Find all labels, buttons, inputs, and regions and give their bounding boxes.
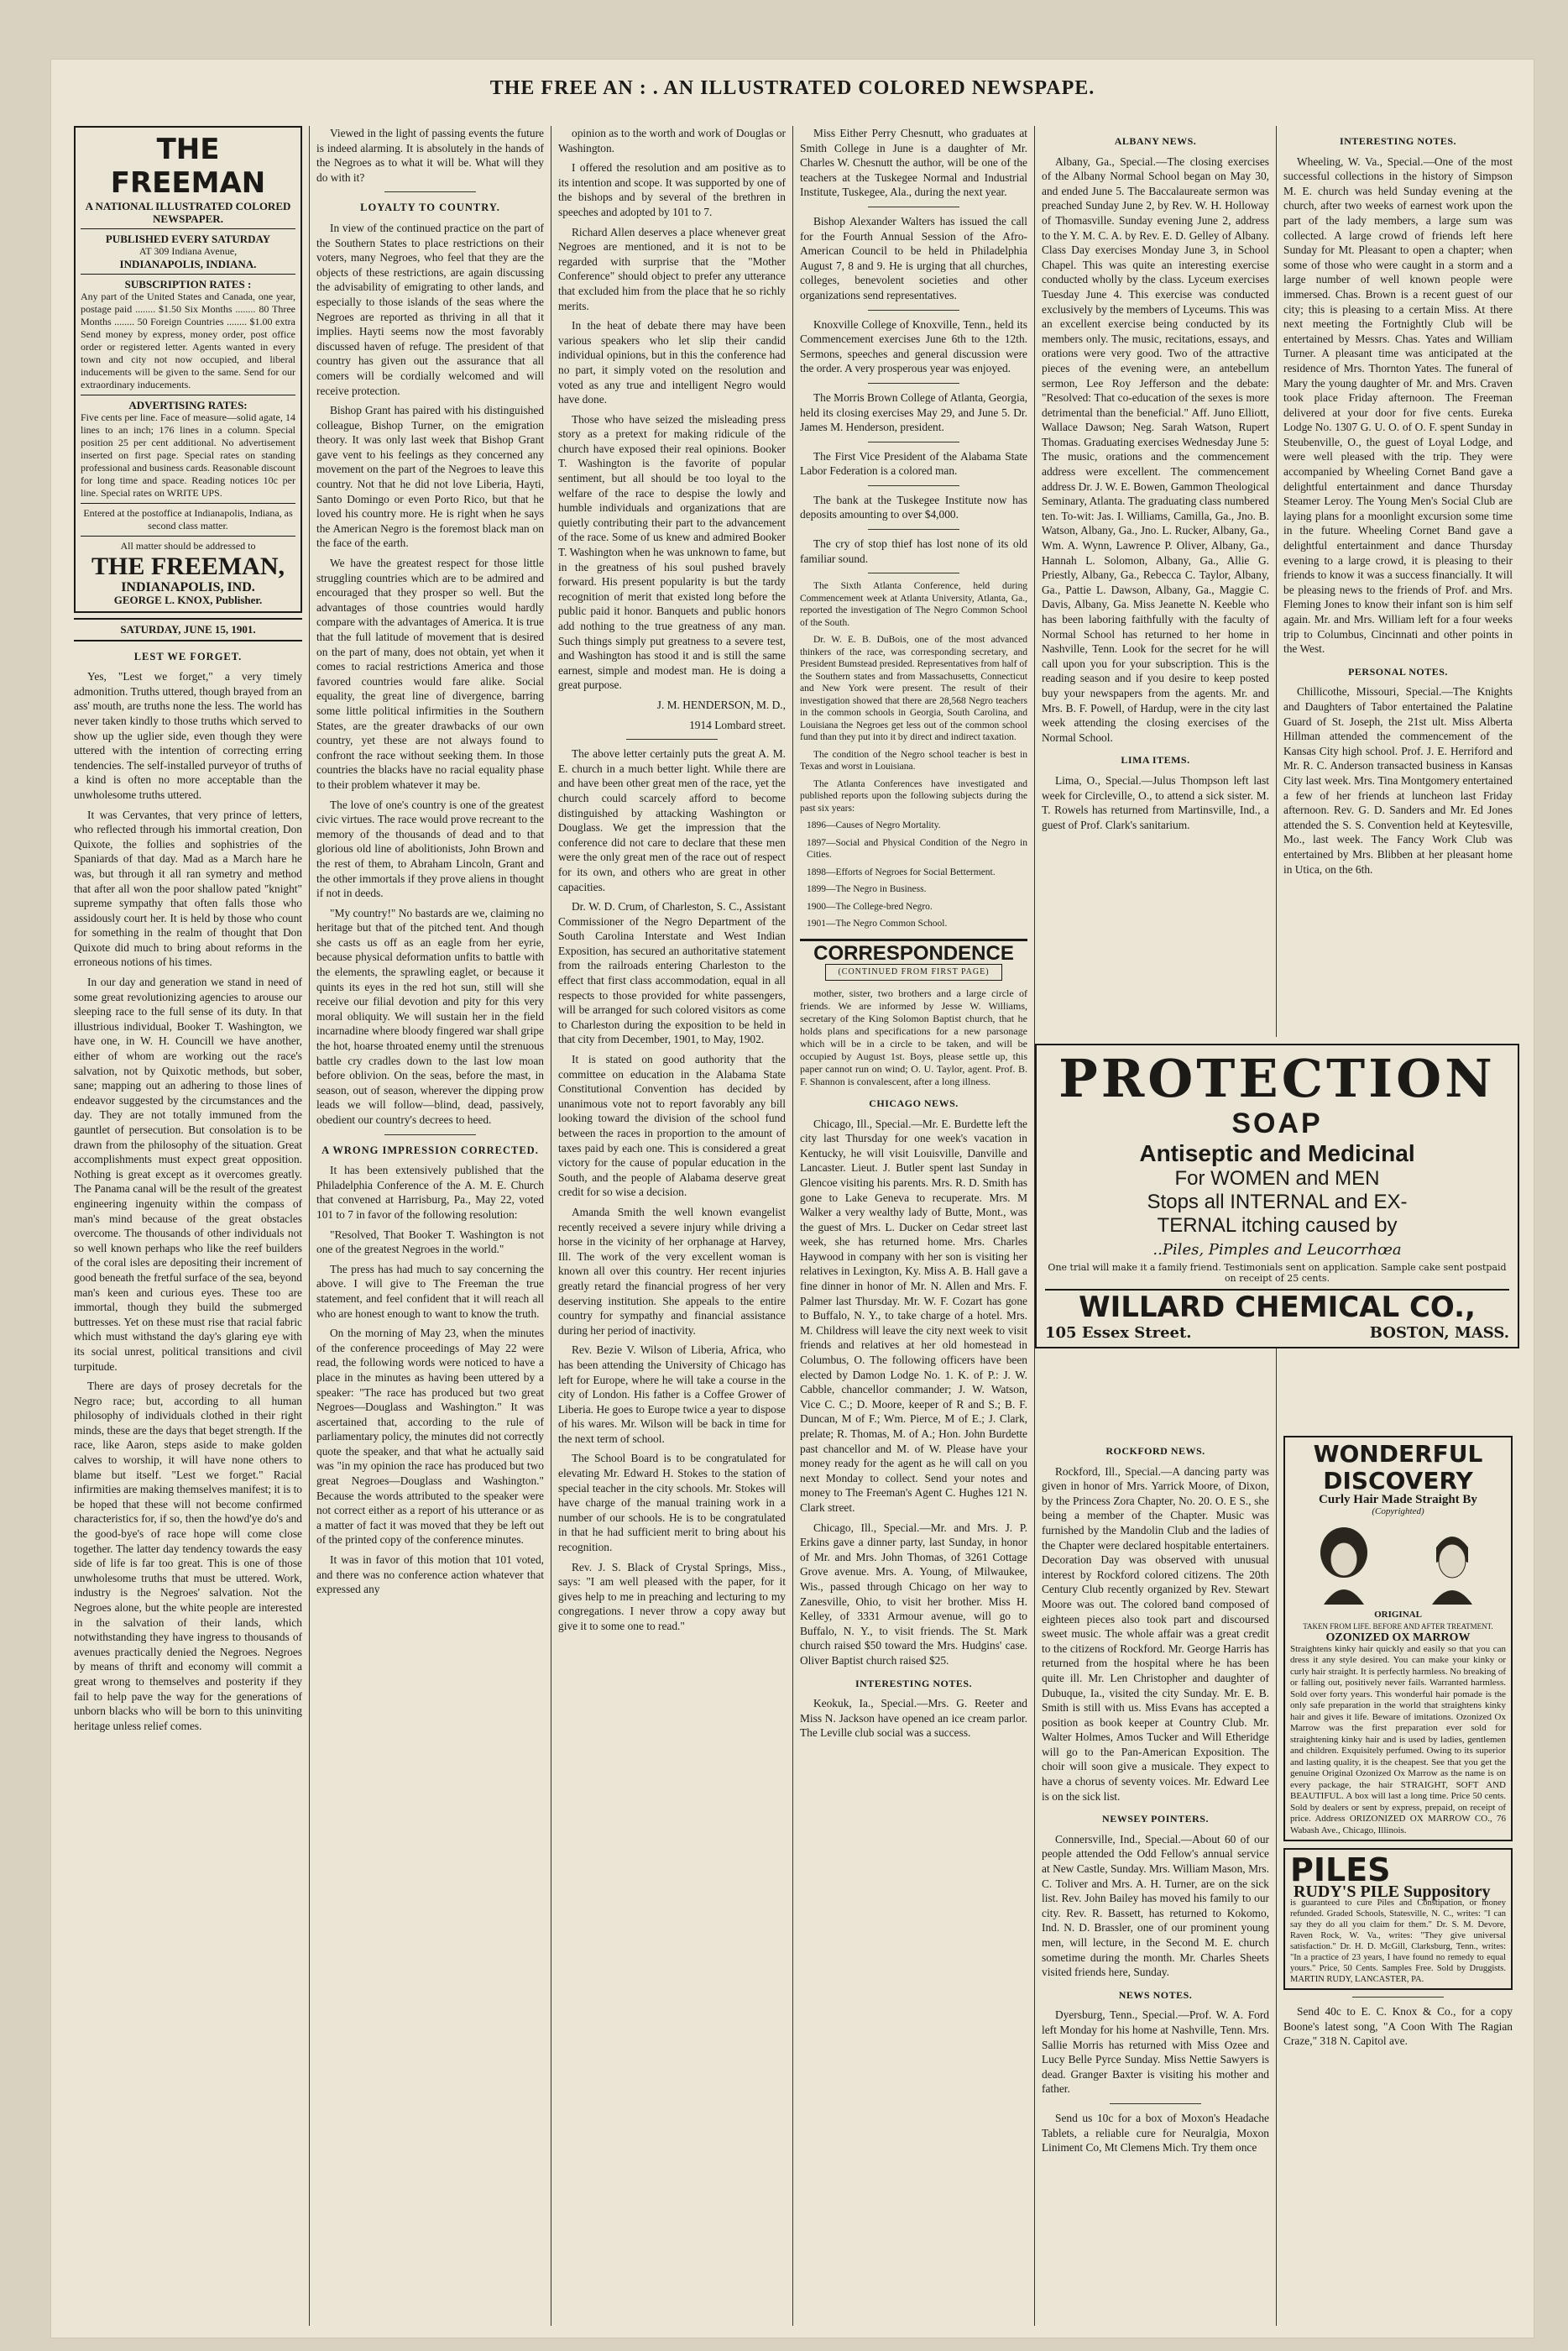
paragraph: Amanda Smith the well known evangelist recently received a severe injury while driving a horse in the vicinity of her orphanage at Harvey, Ill. The work of the very excellent woman is known all over this country. Her recent injuries greatly retard the financial progress of her very deserving institution. She appeals to the entire country for sympathy and financial assistance during her period of inactivity.	[558, 1205, 786, 1337]
section-heading: NEWS NOTES.	[1118, 1988, 1193, 2001]
article-heading: LOYALTY TO COUNTRY.	[360, 202, 500, 214]
paragraph: The Morris Brown College of Atlanta, Georgia, held its closing exercises May 29, and June 5. Dr. James M. Henderson, president.	[800, 390, 1027, 434]
issue-date: SATURDAY, JUNE 15, 1901.	[74, 618, 302, 641]
section-heading: LIMA ITEMS.	[1121, 754, 1190, 767]
ad-title: WONDERFUL DISCOVERY	[1313, 1440, 1483, 1495]
ad-subtitle: Curly Hair Made Straight By	[1319, 1493, 1477, 1506]
correspondence-heading: CORRESPONDENCE	[800, 939, 1027, 961]
before-portrait-icon	[1311, 1522, 1377, 1605]
ad-line: Stops all INTERNAL and EX-	[1147, 1191, 1408, 1213]
paragraph: There are days of prosey decretals for the Negro race; but, according to all human philosophy of individuals clothed in their right minds, these are the days that beget strength. If the race, like Aaron, steps aside to make golden calves to worship, it will have none others to blame but itself. "Lest we forget." Racial infirmities are making themselves manifest; it is to be hoped that these will not become confirmed characteristics for, if so, then the howd'ye do's and the good-bye's of race hope will come close together. The latter day tendency towards the easy side of life is far too great. This is one of those unwholesome truths that must be uttered. Work, industry is the Negroes' salvation. Not the Negroes alone, but the white people are interested in the salvation of their lands, which notwithstanding they have ingress to thousands of avenues practically denied the Negroes. Negroes by means of thrift and economy will commit a great wrong to themselves and posterity if they fail to help pave the way for the generations of unborn blacks who will be born to this uninviting heritage unless relief comes.	[74, 1380, 302, 1732]
columns	[67, 126, 1519, 2326]
paragraph: The School Board is to be congratulated for elevating Mr. Edward H. Stokes to the station of special teacher in the city schools. Mr. Stokes will have charge of the manual training work in a number of our schools. He is to be congratulated in that he had sufficient merit to bring about his recognition.	[558, 1452, 786, 1554]
ad-body: Straightens kinky hair quickly and easily so that you can dress it any style desired. You can make your kinky or curly hair straight. It is perfectly harmless. No breaking of or falling out, positively never fails. Warranted harmless. Sold over forty years. This wonderful hair pomade is the only safe preparation in the world that straightens kinky hair and gives it life. Beware of imitations. Ozonized Ox Marrow was the first preparation ever sold for straightening kinky hair and is used by ladies, gentlemen and children. Exquisitely perfumed. Owing to its superior and lasting quality, it is the cheapest. See that you get the genuine Original Ozonized Ox Marrow as the name is on every package, the hair STRAIGHT, SOFT AND BEAUTIFUL. A box will last a long time. Price 50 cents. Sold by dealers or sent by express, prepaid, on receipt of price. Address ORIZONIZED OX MARROW CO., 76 Wabash Ave., Chicago, Illinois.	[1290, 1643, 1506, 1835]
paragraph: Those who have seized the misleading press story as a pretext for making ridicule of the church have exposed their real opinions. Booker T. Washington is the favorite of popular sentiment, but all should be too loyal to the welfare of the race to despise the lowly and humble individuals and organizations that are quietly contributing their part to the advancement of the race. Some of us knew and admired Booker T. Washington when he was unknown to fame, but in the greatness of his soul pushed bravely forward. His present popularity is but the tardy recognition of merit that existed long before the public paid it honor. Banquets and public honors add nothing to the true greatness of any man. Such things simply put greatness to a severe test, and Washington has stood it and is still the same earnest, simple and modest man. He is doing a great purpose.	[558, 412, 786, 692]
paragraph: mother, sister, two brothers and a large circle of friends. We are informed by Jesse W. Williams, secretary of the King Solomon Baptist church, that he holds plans and specifications for a new parsonage which will be in a circle to be taken, and will be occupied by August 1st. Boys, please settle up, this paper cannot run on wind; O. U. Taylor, agent. Prof. B. F. Shannon is convalescent, after a long illness.	[800, 987, 1027, 1087]
paragraph: Yes, "Lest we forget," a very timely admonition. Truths uttered, though brayed from an ass' mouth, are truths none the less. The world has never taken kindly to those truths which served to show up the uglier side, even though they were uttered with the intention of correcting erring tendencies. The self-installed purveyor of truths of a kind is often no more acceptable than the unwholesome truths uttered.	[74, 670, 302, 801]
protection-soap-ad	[1035, 1037, 1519, 1348]
moxon-ad: Send us 10c for a box of Moxon's Headache Tablets, a reliable cure for Neuralgia, Moxon Liniment Co, Mt Clemens Mich. Try them once	[1042, 2111, 1269, 2155]
paragraph: Knoxville College of Knoxville, Tenn., held its Commencement exercises June 6th to the 12th. Sermons, speeches and general discussion were the order. A very prosperous year was enjoyed.	[800, 317, 1027, 375]
paragraph: The above letter certainly puts the great A. M. E. church in a much better light. While there are and have been other great men of the race, yet the church could scarcely afford to become distinguished by attacking Washington or Douglass. We get the impression that the conference did not care to declare that these men were the only great men of the race out of respect for its own, and others who are great in other capacities.	[558, 747, 786, 893]
paragraph: Chillicothe, Missouri, Special.—The Knights and Daughters of Tabor entertained the Palatine Guard of St. Joseph, the 21st ult. Miss Alberta Hillman attended the commencement of the Kansas City high school. Prof. J. E. Herriford and Mr. R. C. Anderson transacted business in Kansas City last week. Mrs. Tina Montgomery entertained a few of her friends at luncheon last Friday afternoon. Rev. G. D. Sanders and Mr. Ed Jones attended the S. S. Convention held at Keytesville, Mo., last week. The Fancy Work Club was entertained by Mrs. Blibben at her pleasant home in Utica, on the 6th.	[1283, 685, 1513, 876]
paragraph: Connersville, Ind., Special.—About 60 of our people attended the Odd Fellow's annual service at New Castle, Sunday. Mrs. William Mason, Mrs. C. Toliver and Mrs. A. H. Turner, are on the sick list. Rev. John Bailey has moved his family to our city. Rev. R. Bassett, has returned to Kokomo, Ind. N. D. Brassler, one of our prominent young men, will lecture, in the Second M. E. church sometime during the month. Mr. Charles Sheets visited friends here, Sunday.	[1042, 1832, 1269, 1979]
paragraph: The bank at the Tuskegee Institute now has deposits amounting to over $4,000.	[800, 493, 1027, 521]
section-heading: INTERESTING NOTES.	[855, 1677, 973, 1689]
paragraph: Chicago, Ill., Special.—Mr. E. Burdette left the city last Thursday for one week's vacation in Kentucky, he will visit Louisville, Danville and Lancaster. Lieut. J. Butler spent last Sunday in Glencoe visiting his parents. Mrs. R. D. Smith has gone to Lake Geneva to recuperate. Mrs. M Walker a very wealthy lady of Butte, Mont., was the guest of Mrs. L. Ducker on Cedar street last week, she has returned home. Mrs. Charles Haywood in company with her son is visiting her relatives in Lexington, Ky. Miss A. B. Hall gave a fine dinner in honor of Mr. N. Allen and Mrs. F. Palmer last Thursday. Mr. W. F. Cozart has gone to Buffalo, N. Y., to take charge of a hotel. Mrs. M. Childress will leave the city next week to visit friends and relatives at her old homestead in Columbus, O. The following officers have been elected by Damon Lodge No. 1. K. of P.: J. W. Cabble, chancellor commander; J. W. Watson, Vice C. C.; D. Moore, keeper of R and S.; B. F. Duncan, M of F.; Wm. Pierce, M of E.; J. Clark, prelate; R. Thomas, M. of A.; Hon. John Burdette past chancellor and M. of W. Please have your money ready for the agent as he will call on you next Monday to collect. Send your notes and money to The Freeman's Agent C. Hughes 121 N. Clark street.	[800, 1117, 1027, 1514]
publisher: GEORGE L. KNOX, Publisher.	[113, 594, 263, 606]
list-item: 1900—The College-bred Negro.	[807, 901, 933, 912]
ad-suppository: RUDY'S PILE Suppository	[1294, 1882, 1491, 1901]
ad-antiseptic: Antiseptic and Medicinal	[1139, 1140, 1415, 1166]
advertising-heading: ADVERTISING RATES:	[128, 399, 248, 411]
signature: J. M. HENDERSON, M. D.,	[656, 698, 786, 711]
wonderful-discovery-ad	[1283, 1436, 1513, 1841]
section-heading: ALBANY NEWS.	[1114, 135, 1197, 147]
paragraph: On the morning of May 23, when the minutes of the conference proceedings of May 22 were read, the following words were noticed to have a place in the minutes as having been uttered by a speaker: "The race has produced but two great Negroes—Douglass and Washington." It was ascertained that, according to the rule of parliamentary policy, the minutes did not correctly quote the speaker, and that what he actually said was "in my opinion the race has produced but two great Negroes—Douglass and Washington." Because the words attributed to the speaker were not correct either as a report of his utterance or as a matter of fact it was moved that they be left out of the printed copy of the conference minutes.	[316, 1327, 544, 1547]
ad-company: WILLARD CHEMICAL CO.,	[1045, 1289, 1509, 1324]
ad-street: 105 Essex Street.	[1045, 1324, 1192, 1342]
paragraph: Chicago, Ill., Special.—Mr. and Mrs. J. P. Erkins gave a dinner party, last Sunday, in honor of Mr. and Mrs. John Thomas, of 3261 Cottage Grove avenue. Mrs. A. Young, of Milwaukee, Wis., passed through Chicago on her way to Zanesville, Ohio, to visit her brother. Miss H. Kelley, of 3331 Armour avenue, will go to Buffalo, N. Y., to visit friends. The St. Mark church raised $50 toward the Mrs. Hudgins' case. Oliver Baptist church raised $25.	[800, 1521, 1027, 1667]
column-6-bottom	[1277, 1436, 1519, 2326]
paragraph: The cry of stop thief has lost none of its old familiar sound.	[800, 537, 1027, 565]
paragraph: Rev. Bezie V. Wilson of Liberia, Africa, who has been attending the University of Chicago has left for Europe, where he will take a course in the city of London. His father is a Coffee Grower of Liberia. He goes to Europe twice a year to dispose of his wares. Mr. Wilson will be back in time for the next term of school.	[558, 1343, 786, 1445]
paragraph: It has been extensively published that the Philadelphia Conference of the A. M. E. Church that convened at Harrisburg, Pa., May 22, voted 101 to 7 in favor of the following resolution:	[316, 1164, 544, 1221]
paragraph: The Atlanta Conferences have investigated and published reports upon the following subjects during the past six years:	[800, 778, 1027, 814]
paragraph: In the heat of debate there may have been various speakers who let slip their candid individual opinions, but in this the conference had no part, it simply voted on the resolution and voted as any true and intelligent Negro would have done.	[558, 319, 786, 406]
paragraph: Dr. W. D. Crum, of Charleston, S. C., Assistant Commissioner of the Negro Department of the South Carolina Interstate and West Indian Exposition, has secured an authoritative statement from the railroads entering Charleston to the effect that first class accommodation, equal in all respects to those provided for white passengers, will be arranged for such colored visitors as come to Charleston during the exposition to be held in that city from December, 1901, to May, 1902.	[558, 900, 786, 1046]
ad-piles: ..Piles, Pimples and Leucorrhœa	[1152, 1241, 1402, 1259]
address-line: AT 309 Indiana Avenue,	[139, 245, 238, 257]
ad-city: BOSTON, MASS.	[1369, 1324, 1509, 1342]
paragraph: Miss Either Perry Chesnutt, who graduates at Smith College in June is a daughter of Mr. Charles W. Chesnutt the author, will be one of the teachers at the Tuskegee Normal and Industrial Institute, Tuskegee, Ala., during the next year.	[800, 127, 1027, 199]
paragraph: Lima, O., Special.—Julus Thompson left last week for Circleville, O., to attend a sick sister. M. T. Rowels has returned from Martinsville, Ind., a guest of Prof. Clark's sanitarium.	[1042, 773, 1269, 831]
paragraph: Bishop Grant has paired with his distinguished colleague, Bishop Turner, on the emigration theory. It was only last week that Bishop Grant gave vent to his feelings as they concerned any movement on the part of the Negroes to leave this country. Not that he did not love Liberia, Hayti, Santo Domingo or even Porto Rico, but that he loved his country more. He is right when he says the American Negro is the foremost black man on the face of the earth.	[316, 404, 544, 550]
paragraph: "My country!" No bastards are we, claiming no heritage but that of the pitched tent. And though she casts us off as an eagle from her eyrie, because physical deformation unfits to battle with the elements, the sprawling eaglet, or because it quints its eyes in the red hot sun, still will she receive our filial devotion and pity for this very moral obliquity. We will sustain her in the field incarnadine where bloody fingered war shall gripe the hot, hoarse throated enemy until the strenuous battle cry cradles down to the last low moan before oblivion. On the seas, before the mast, in season, out of season, wherever the dipping prow leads we will follow—blind, dead, passively, obedient our country's decrees to heed.	[316, 906, 544, 1126]
section-heading: NEWSEY POINTERS.	[1102, 1813, 1209, 1825]
paragraph: The Sixth Atlanta Conference, held during Commencement week at Atlanta University, Atlanta, Ga., reported the investigation of The Negro Common School of the South.	[800, 581, 1027, 628]
ad-trial: One trial will make it a family friend. Testimonials sent on application. Sample cake sent postpaid on receipt of 25 cents.	[1048, 1262, 1507, 1284]
publication-title: THE FREEMAN	[110, 133, 266, 200]
continued-note: (CONTINUED FROM FIRST PAGE)	[825, 964, 1002, 981]
column-4	[793, 126, 1034, 2326]
paragraph: Rev. J. S. Black of Crystal Springs, Miss., says: "I am well pleased with the paper, for it gives help to me in preaching and lecturing to my congregations. I never throw a copy away but give it to some one to read."	[558, 1560, 786, 1632]
signature-address: 1914 Lombard street.	[689, 718, 786, 731]
address-to: All matter should be addressed to	[120, 540, 256, 552]
publication-tagline: A NATIONAL ILLUSTRATED COLORED NEWSPAPER.	[85, 200, 291, 225]
publication-city: INDIANAPOLIS, IND.	[121, 580, 255, 594]
column-6-top	[1277, 126, 1519, 1033]
entered-text: Entered at the postoffice at Indianapolis, Indiana, as second class matter.	[83, 507, 293, 531]
paragraph: The First Vice President of the Alabama State Labor Federation is a colored man.	[800, 449, 1027, 478]
ad-product: OZONIZED OX MARROW	[1325, 1631, 1471, 1644]
published-line: PUBLISHED EVERY SATURDAY	[105, 233, 271, 245]
paragraph: I offered the resolution and am positive as to its intention and scope. It was supported by one of the bishops and by several of the brethren in speeches and adopted by 101 to 7.	[558, 161, 786, 218]
column-1	[67, 126, 309, 2326]
publication-name: THE FREEMAN,	[91, 552, 285, 580]
list-item: 1896—Causes of Negro Mortality.	[807, 820, 941, 831]
ad-original: ORIGINAL	[1374, 1610, 1422, 1620]
ad-line: TERNAL itching caused by	[1157, 1214, 1398, 1237]
rates-text: Any part of the United States and Canada, one year, postage paid ........ $1.50 Six Months ........ 80 Three Months ........ 50 Foreign Countries ........ $1.00 extra Send money by express, money order, post office order or registered letter. Agents wanted in every town and city not now occupied, and liberal inducements will be given to the same. Send for our extraordinary inducements.	[81, 291, 295, 390]
after-portrait-icon	[1419, 1522, 1485, 1605]
paragraph: We have the greatest respect for those little struggling countries which are to be admired and encouraged that they prosper so well. But the advantages of those countries would hardly compare with the advantages of America. It is true that the full latitude of movement that is desired on the part of many, does not obtain, yet when it comes to racial restrictions America and those favored countries would fare alike. Social equality, the great line of divergence, barring some little political infirmities in the Southern States, are the greater drawbacks of our own country, yet these are not always found to confront the race without seeking them. In those countries the blacks have no racial equality phase to their problem whatever it may be.	[316, 557, 544, 791]
article-heading: LEST WE FORGET.	[133, 650, 243, 662]
section-heading: PERSONAL NOTES.	[1348, 665, 1448, 678]
section-heading: INTERESTING NOTES.	[1339, 135, 1457, 147]
list-item: 1897—Social and Physical Condition of the Negro in Cities.	[807, 837, 1027, 861]
ad-body: is guaranteed to cure Piles and Constipation, or money refunded. Graded Schools, Statesville, N. C., writes: "I can say they do all you claim for them." Dr. S. M. Devore, Raven Rock, W. Va., writes: "They give universal satisfaction." Dr. H. D. McGill, Clarksburg, Tenn., writes: "In a practice of 23 years, I have found no remedy to equal yours." Price, 50 Cents. Samples Free. Sold by Druggists. MARTIN RUDY, LANCASTER, PA.	[1290, 1898, 1506, 1984]
ad-copyright: (Copyrighted)	[1372, 1505, 1424, 1516]
section-heading: ROCKFORD NEWS.	[1105, 1445, 1205, 1457]
column-2	[310, 126, 551, 2326]
paragraph: The love of one's country is one of the greatest civic virtues. The race would prove recreant to the memory of the thousands of dead and to that glorious old line of abolitionists, John Brown and the rest of them, to Abraham Lincoln, Grant and the other immortals if they prove aliens in thought if not in deeds.	[316, 798, 544, 900]
rates-heading: SUBSCRIPTION RATES :	[124, 278, 252, 291]
paragraph: It was in favor of this motion that 101 voted, and there was no conference action whatever that expressed any	[316, 1553, 544, 1596]
ad-piles: PILES	[1290, 1851, 1391, 1888]
paragraph: "Resolved, That Booker T. Washington is not one of the greatest Negroes in the world."	[316, 1228, 544, 1256]
ad-taken: TAKEN FROM LIFE. BEFORE AND AFTER TREATMENT.	[1303, 1621, 1493, 1631]
paragraph: Keokuk, Ia., Special.—Mrs. G. Reeter and Miss N. Jackson have opened an ice cream parlor. The Leville club social was a success.	[800, 1697, 1027, 1740]
section-heading: CHICAGO NEWS.	[869, 1097, 959, 1109]
paragraph: Albany, Ga., Special.—The closing exercises of the Albany Normal School began on May 30, and ended June 5. The Baccalaureate sermon was preached Sunday June 2, by Rev. W. H. Holloway of Thomasville. Sunday evening June 2, address to the Y. M. C. A. by Rev. E. D. Gelley of Albany. Class Day exercises Monday June 3, in School Chapel. This was quite an interesting exercise conducted wholly by the class. Lyceum exercises Tuesday June 4. This exercise was conducted exclusively by the members of Lyceums. This was an excellent exercise being conducted by its members only. The music, recitations, essays, and orations were very good. Two of the attractive pieces of the evening were, an antebellum sermon, Lee Roy Jefferson and the debate: "Resolved: That co-education of the sexes is more detrimental than the beneficial." Aff. Juno Elliott, Wallace Dawson; Neg. Sarah Watson, Rupert Thomas. Graduating exercises Wednesday June 5: The music, orations and the commencement address were excellent. The commencement address Dr. J. W. E. Bowen, Gammon Theological Seminary, Atlanta. The graduating class numbered ten. To-wit: Jas. I. Williams, Camilla, Ga., Jno. B. Watson, Albany, Ga., Jno. L. Rucker, Albany, Ga., Wm. A. Wynn, Lawrence P. Oliver, Albany, Ga., Hannah L. Solomon, Albany, Ga., Allie G. Priestly, Albany, Ga., Rebecca C. Taylor, Albany, Ga., Pattie L. Dawson, Albany, Ga., Maggie C. Davis, Albany, Ga. Miss Jeanette N. Keeble who has been laboring faithfully with the faculty of Normal School has returned to her home in Nashville, Tenn. Look for the secret for he will call upon you for your subscription. This is the reading season and if you desire to keep posted buy your newspapers from the agents. Mr. and Mrs. B. F. Powell, of Hardup, were in the city last week attending the closing exercises of the Normal School.	[1042, 154, 1269, 744]
city-line: INDIANAPOLIS, INDIANA.	[119, 258, 257, 270]
piles-suppository-ad	[1283, 1848, 1513, 1990]
paragraph: Dyersburg, Tenn., Special.—Prof. W. A. Ford left Monday for his home at Nashville, Tenn. Mrs. Sallie Morris has returned with Miss Ozee and Lucy Belle Pyrce Sunday. Miss Nettie Sawyers is dead. Granger Baxter is visiting his mother and father.	[1042, 2008, 1269, 2096]
paragraph: Viewed in the light of passing events the future is indeed alarming. It is absolutely in the hands of the Negroes as to what it will be. What will they do with it?	[316, 127, 544, 184]
ad-line: For WOMEN and MEN	[1174, 1167, 1380, 1190]
column-5-top	[1035, 126, 1276, 1033]
paragraph: Wheeling, W. Va., Special.—One of the most successful collections in the history of Simpson M. E. church was held Sunday evening at the church, after two weeks of earnest work upon the part of the lady members, a large sum was collected. A large crowd of friends left here Sunday for Mt. Pleasant to open a chapter; when some of those who were caught in a storm and a large number of well known people were immersed. Chas. Brown is a recent guest of our city; this is pleasing to a certain Miss. At there next meeting the Fortnightly Club will be entertained by Messrs. Chas. Yates and William Turner. A pleasant time was anticipated at the residence of Mrs. Thornton Yates. The funeral of Mary the young daughter of Mr. and Mrs. Craven took place Friday afternoon. The Freeman delivered at your door for five cents. Eureka Lodge No. 1307 G. U. O. of O. F. spent Sunday in Steubenville, O., the guest of Loyal Lodge, and were well pleased with the trip. They were accompanied by Wheeling Cornet Band gave a delightful entertainment and dance Thursday Steamer Leroy. The Young Men's Social Club are laying plans for a moonlight excursion some time in the future. Wheeling Cornet Band gave a delightful entertainment and dance Thursday evening to a large crowd, it is pleasing to their friends to know it was a success financially. It will be pleasing news to the friends of Prof. and Mrs. Fleming Jones to know their infant son is him self again. Mr. and Mrs. William left for a four weeks trip to Columbus, Cincinnati and other points in the West.	[1283, 154, 1513, 656]
paragraph: Richard Allen deserves a place whenever great Negroes are mentioned, and it is not to be regarded with surprise that the "Mother Conference" should object to prefer any utterance that excluded him from the place that he so richly merits.	[558, 225, 786, 312]
newspaper-page	[50, 59, 1534, 2338]
ad-soap: SOAP	[1231, 1107, 1323, 1139]
masthead: THE FREE AN : . AN ILLUSTRATED COLORED NEWSPAPE.	[489, 77, 1095, 99]
paragraph: Dr. W. E. B. DuBois, one of the most advanced thinkers of the race, was corresponding secretary, and President Bumstead presided. Representatives from half of the Southern states and from Massachusetts, Connecticut and New York were present. The result of their investigation showed that there are 28,568 Negro teachers in the common schools in Georgia, South Carolina, and Louisiana the Negroes get less out of the common school fund than they put into it by direct and indirect taxation.	[800, 635, 1027, 743]
list-item: 1901—The Negro Common School.	[807, 919, 948, 929]
paragraph: In view of the continued practice on the part of the Southern States to place restrictions on their voters, many Negroes, who feel that they are the objects of these restrictions, are again discussing the advisability of emigrating to other lands, and especially to those islands of the seas where the Negroes are reported as thriving in all that it implies. Hayti seems now the most favorably discussed haven of refuge. The president of that country has given out the assurance that all comers will be cordially welcomed and will receive protection.	[316, 221, 544, 397]
paragraph: opinion as to the worth and work of Douglas or Washington.	[558, 127, 786, 154]
paragraph: It was Cervantes, that very prince of letters, who reflected through his immortal creation, Don Quixote, the follies and sophistries of the Spaniards of that day. Mad as a March hare he was, but through it all ran symetry and method that after all won the poor shallow pated "knight" supreme sympathy that often falls those who assidously court her. It is held by those who count for something in the realm of thought that Don Quixote did much to bring about reforms in the erroneous notions of his times.	[74, 808, 302, 969]
paragraph: Bishop Alexander Walters has issued the call for the Fourth Annual Session of the Afro-American Council to be held in Philadelphia August 7, 8 and 9. He is urging that all churches, colleges, benevolent societies and other organizations send representatives.	[800, 214, 1027, 301]
ad-title: PROTECTION	[1058, 1048, 1496, 1109]
paragraph: Rockford, Ill., Special.—A dancing party was given in honor of Mrs. Yarrick Moore, of Dixon, by the Princess Zora Chapter, No. 20. O. E S., she being a member of the Chapter. Music was furnished by the Mandolin Club and the ladies of the Chapter were declared hospitable entertainers. Decoration Day was observed with unusual interest by Rockford colored citizens. The 20th Century Club recently organized by Rev. Stewart Moore was out. The colored band composed of eighteen pieces also took part and discoursed sweet music. The whole affair was a great credit to the citizens of Rockford. Mr. George Harris has returned from the hospital where he has been quite ill. Mr. Len Christopher and daughter of Dubuque, Ia., visited the city Sunday. Mr. E. B. Smith is still with us. Miss Evans has accepted a position as book keeper at Country Club. Mr. Walter Holmes, Amos Tucker and Will Etheridge will go to the Pan-American Exposition. The choir will soon give a musicale. They expect to have a chorus of seventy voices. Mr. Edward Lee is on the sick list.	[1042, 1464, 1269, 1803]
column-5-bottom	[1035, 1436, 1276, 2326]
list-item: 1898—Efforts of Negroes for Social Betterment.	[807, 867, 996, 877]
column-3	[551, 126, 792, 2326]
advertising-text: Five cents per line. Face of measure—solid agate, 14 lines to an inch; 176 lines in a column. Special position 25 per cent additional. No advertisement inserted on first page. Special rates on standing professional and business cards. Reasonable discount for long time and space. Reading notices 10c per line. Special rates on WRITE UPS.	[81, 411, 295, 499]
list-item: 1899—The Negro in Business.	[807, 884, 927, 895]
song-ad: Send 40c to E. C. Knox & Co., for a copy Boone's latest song, "A Coon With The Ragian Craze," 318 N. Capitol ave.	[1283, 2005, 1513, 2048]
paragraph: The press has had much to say concerning the above. I will give to The Freeman the true statement, and feel confident that it will reach all who are honest enough to want to know the truth.	[316, 1262, 544, 1320]
paragraph: In our day and generation we stand in need of some great revolutionizing agencies to arouse our sleeping race to the full sense of its duty. In that illustrious individual, Booker T. Washington, we have one, in W. H. Councill we have another, either of whom are working out the race's salvation, not by Quixotic methods, but sober, sane; mapping out an adhering to those lines of endeavor suggested by the circumstances and the day. They are not totally immuned from the gauntlet of persecution. But consolation is to be drawn from the philosophy of the situation. Great accomplishments must expect great opposition. Nothing is great except as it overcomes greatly. The Panama canal will be the result of the greatest engineering ingenuity within the compass of man's mind because of the great obstacles overcome. The thousands of other individuals not so well known perhaps who like the reef builders of the coral isles are depositing their increment of good beneath the fretful surface of the sea, beyond man's keen and curious eyes. These too are immortal, though they build the submerged buttresses. Yet on these must rise that racial fabric which must withstand the day's glaring eye with its social unrest, political transitions and civil turpitude.	[74, 976, 302, 1373]
article-heading: A WRONG IMPRESSION CORRECTED.	[321, 1144, 539, 1156]
paragraph: The condition of the Negro school teacher is best in Texas and worst in Louisiana.	[800, 749, 1027, 772]
paragraph: It is stated on good authority that the committee on education in the Alabama State Constitutional Convention has decided by unanimous vote not to report favorably any bill looking toward the division of the school fund between the races in proportion to the amount of taxes paid by each one. This is considered a great victory for the cause of popular education in the South, and the people of Alabama deserve great credit for so wise a decision.	[558, 1053, 786, 1199]
publication-box	[74, 126, 302, 613]
